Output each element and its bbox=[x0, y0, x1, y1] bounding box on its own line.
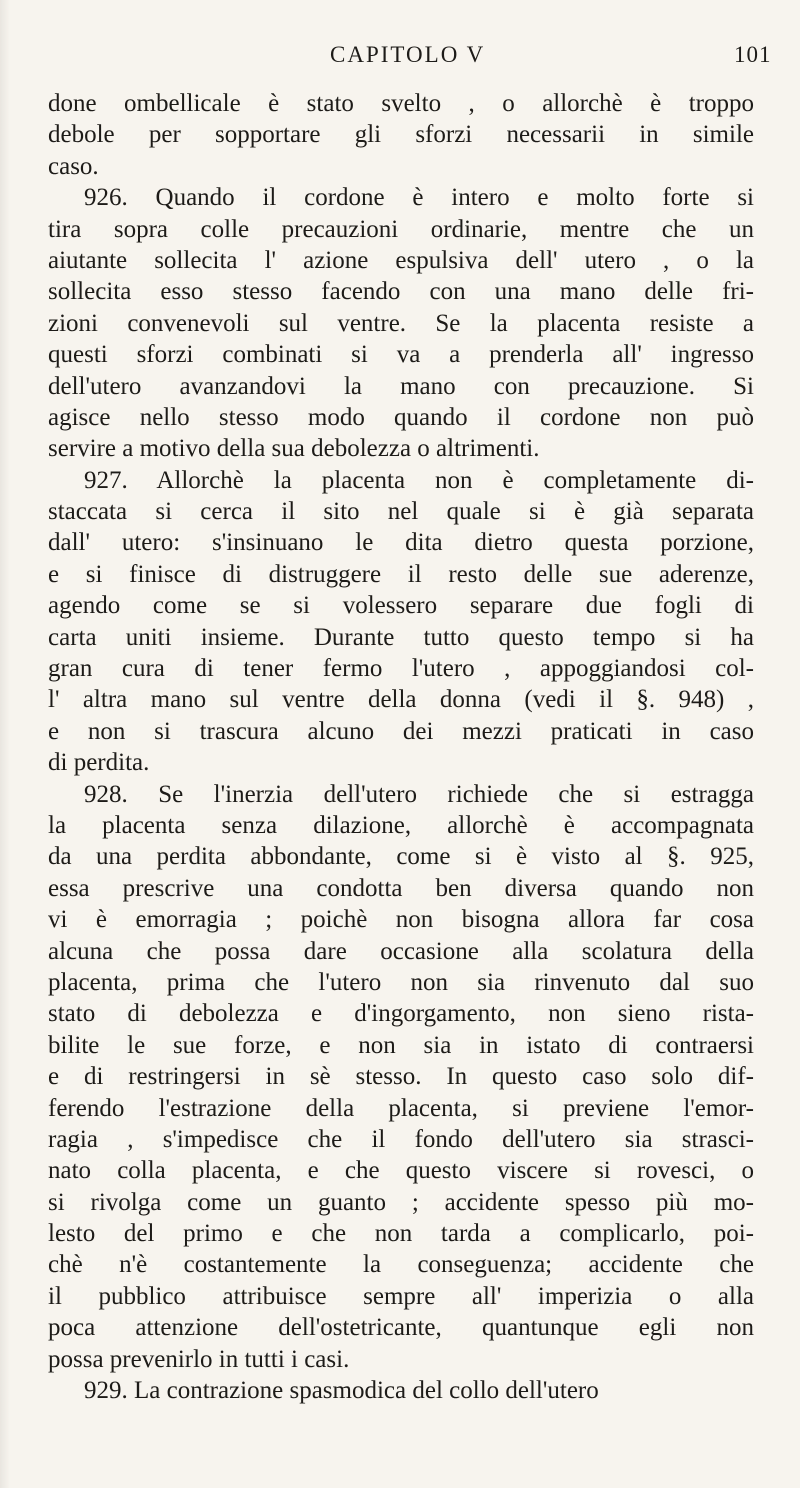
text-line: possa prevenirlo in tutti i casi. bbox=[48, 1345, 350, 1373]
body-text bbox=[48, 88, 754, 1406]
paragraph-927-start: 927. Allorchè la placenta non è completamente di- bbox=[84, 466, 754, 494]
text-line: sollecita esso stesso facendo con una mano delle fri- bbox=[48, 278, 754, 306]
text-line: essa prescrive una condotta ben diversa quando non bbox=[48, 874, 754, 902]
text-line: zioni convenevoli sul ventre. Se la placenta resiste a bbox=[48, 309, 754, 337]
chapter-title: CAPITOLO V bbox=[330, 42, 486, 67]
text-line: ferendo l'estrazione della placenta, si previene l'emor- bbox=[48, 1094, 754, 1122]
text-line: caso. bbox=[48, 152, 99, 180]
text-line: aiutante sollecita l' azione espulsiva dell' utero , o la bbox=[48, 246, 754, 274]
text-line: dall' utero: s'insinuano le dita dietro questa porzione, bbox=[48, 529, 754, 557]
text-line: agendo come se si volessero separare due fogli di bbox=[48, 592, 754, 620]
text-line: placenta, prima che l'utero non sia rinvenuto dal suo bbox=[48, 968, 754, 996]
text-line: la placenta senza dilazione, allorchè è accompagnata bbox=[48, 811, 754, 839]
text-line: e di restringersi in sè stesso. In questo caso solo dif- bbox=[48, 1063, 754, 1091]
text-line: di perdita. bbox=[48, 749, 150, 777]
text-line: e non si trascura alcuno dei mezzi praticati in caso bbox=[48, 717, 754, 745]
text-line: agisce nello stesso modo quando il cordone non può bbox=[48, 403, 754, 431]
page-number: 101 bbox=[734, 42, 772, 67]
text-line: l' altra mano sul ventre della donna (vedi il §. 948) , bbox=[48, 686, 754, 714]
text-line: bilite le sue forze, e non sia in istato di contraersi bbox=[48, 1031, 754, 1059]
paragraph-928-start: 928. Se l'inerzia dell'utero richiede che si estragga bbox=[84, 780, 754, 808]
text-line: alcuna che possa dare occasione alla scolatura della bbox=[48, 937, 754, 965]
text-line: poca attenzione dell'ostetricante, quantunque egli non bbox=[48, 1314, 754, 1342]
text-line: lesto del primo e che non tarda a complicarlo, poi- bbox=[48, 1220, 754, 1248]
text-line: servire a motivo della sua debolezza o altrimenti. bbox=[48, 435, 540, 463]
text-line: nato colla placenta, e che questo viscere si rovesci, o bbox=[48, 1157, 754, 1185]
text-line: vi è emorragia ; poichè non bisogna allora far cosa bbox=[48, 906, 754, 934]
running-header bbox=[0, 42, 800, 82]
text-line: ragia , s'impedisce che il fondo dell'utero sia strasci- bbox=[48, 1125, 754, 1153]
paragraph-926-start: 926. Quando il cordone è intero e molto forte si bbox=[84, 184, 754, 212]
text-line: debole per sopportare gli sforzi necessarii in simile bbox=[48, 121, 754, 149]
page-gutter-shadow bbox=[0, 0, 10, 1488]
text-line: si rivolga come un guanto ; accidente spesso più mo- bbox=[48, 1188, 754, 1216]
text-line: questi sforzi combinati si va a prenderla all' ingresso bbox=[48, 341, 754, 369]
text-line: done ombellicale è stato svelto , o allorchè è troppo bbox=[48, 90, 754, 117]
text-line: dell'utero avanzandovi la mano con precauzione. Si bbox=[48, 372, 754, 400]
text-line: carta uniti insieme. Durante tutto questo tempo si ha bbox=[48, 623, 754, 651]
text-line: stato di debolezza e d'ingorgamento, non sieno rista- bbox=[48, 1000, 754, 1028]
text-line: da una perdita abbondante, come si è visto al §. 925, bbox=[48, 843, 754, 871]
text-line: il pubblico attribuisce sempre all' imperizia o alla bbox=[48, 1282, 754, 1310]
text-line: gran cura di tener fermo l'utero , appoggiandosi col- bbox=[48, 655, 754, 683]
text-line: staccata si cerca il sito nel quale si è già separata bbox=[48, 498, 754, 526]
paragraph-929-start: 929. La contrazione spasmodica del collo dell'utero bbox=[84, 1377, 599, 1405]
text-line: tira sopra colle precauzioni ordinarie, mentre che un bbox=[48, 215, 754, 243]
text-line: chè n'è costantemente la conseguenza; accidente che bbox=[48, 1251, 754, 1279]
text-line: e si finisce di distruggere il resto delle sue aderenze, bbox=[48, 560, 754, 588]
